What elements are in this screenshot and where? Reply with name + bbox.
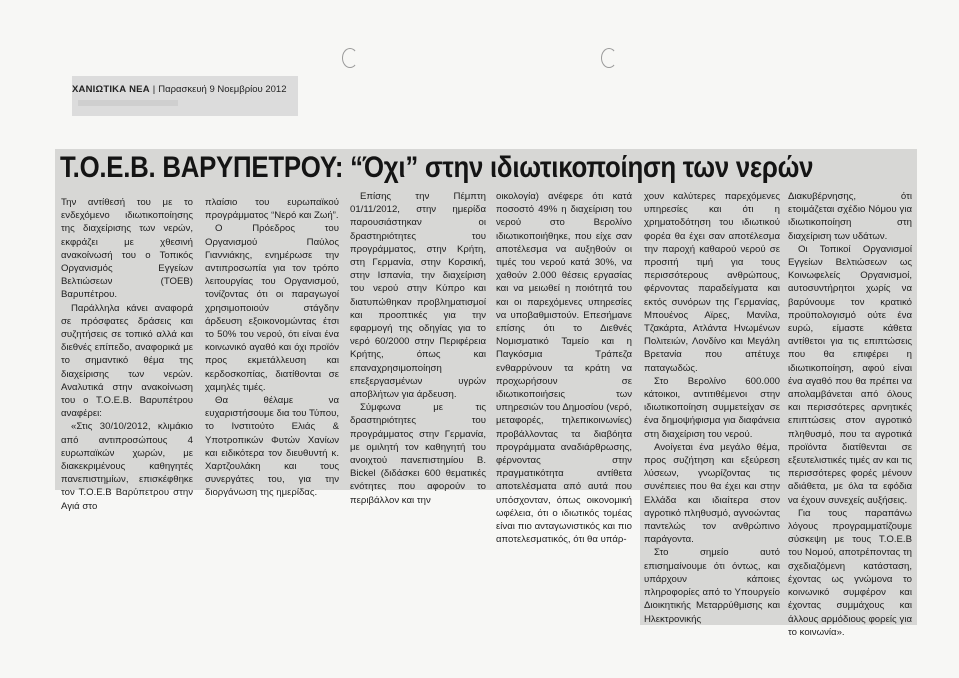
article-headline: Τ.Ο.Ε.Β. ΒΑΡΥΠΕΤΡΟΥ: “Όχι” στην ιδιωτικοποίηση των νερών [60,151,814,184]
paragraph: Διακυβέρνησης, ότι ετοιμάζεται σχέδιο Νόμου για ιδιωτικοποίηση στη διαχείριση των υδάτων. [788,191,912,242]
article-column-2 [205,196,339,499]
article-column-4 [496,190,632,546]
paragraph: χουν καλύτερες παρεχόμενες υπηρεσίες και ότι η χρηματοδότηση του ιδιωτικού φορέα θα έχει σαν αποτέλεσμα την παροχή καθαρού νερού σε προσιτή τιμή για τους περισσότερους ανθρώπους, φέρνοντας παραδείγματα και εκτός συνόρων της Γερμανίας, Μπουένος Αϊρες, Μανίλα, Τζακάρτα, Ατλάντα Ηνωμένων Πολιτειών, Λονδίνο και Μεγάλη Βρετανία που απέτυχε παταγωδώς. [644,191,780,374]
article-column-1 [61,196,193,512]
paragraph: Οι Τοπικοί Οργανισμοί Εγγείων Βελτιώσεων ως Κοινωφελείς Οργανισμοί, αυτοσυντήρητοι χωρίς να βαρύνουμε τον κρατικό προϋπολογισμό ούτε ένα ευρώ, είμαστε κάθετα αντίθετοι για τις επιπτώσεις που θα επιφέρει η ιδιωτικοποίηση, αφού είναι ένα αγαθό που θα πρέπει να απολαμβάνεται από όλους και περισσότερες αρνητικές επιπτώσεις στον αγροτικό πληθυσμό, που τα αγροτικά προϊόντα διατίθενται σε εξευτελιστικές τιμές αν και τις περισσότερες φορές μένουν αδιάθετα, με όλα τα εφόδια να έχουν συνεχείς αυξήσεις. [788,243,912,506]
masthead-line: ΧΑΝΙΩΤΙΚΑ ΝΕΑ | Παρασκευή 9 Νοεμβρίου 2012 [72,84,287,95]
paragraph: Για τους παραπάνω λόγους προγραμματίζουμε σύσκεψη με τους Τ.Ο.Ε.Β του Νομού, αποτρέποντας τη σχεδιαζόμενη κατάσταση, έχοντας ως γνώμονα το κοινωνικό συμφέρον και έχοντας συμμάχους και άλλους αρμόδιους φορείς για το κοινωνία». [788,507,912,638]
newspaper-name: ΧΑΝΙΩΤΙΚΑ ΝΕΑ [72,84,150,95]
issue-date: Παρασκευή 9 Νοεμβρίου 2012 [158,84,287,95]
paragraph: Επίσης την Πέμπτη 01/11/2012, στην ημερίδα παρουσιάστηκαν οι δραστηριότητες του προγράμματος, στην Κρήτη, στη Γερμανία, στην Κορσική, στην Ισπανία, την διαχείριση του νερού στην Κύπρο και διατυπώθηκαν προβληματισμοί και προοπτικές για την εφαρμογή της οδηγίας για το νερό 60/2000 στην Περιφέρεια Κρήτης, όπως και επαναχρησιμοποίηση επεξεργασμένων υγρών αποβλήτων για άρδευση. [350,191,486,401]
masthead [72,76,298,116]
article-column-5 [644,190,780,625]
punch-hole-icon [342,48,358,68]
article-column-3 [350,190,486,506]
paragraph: Στο Βερολίνο 600.000 κάτοικοι, αντιτιθέμενοι στην ιδιωτικοποίηση συμμετείχαν σε ένα δημοψήφισμα για διαφάνεια στη διαχείριση του νερού. [644,375,780,440]
paragraph: οικολογία) ανέφερε ότι κατά ποσοστό 49% η διαχείριση του νερού στο Βερολίνο ιδιωτικοποιήθηκε, που είχε σαν αποτέλεσμα να αυξηθούν οι τιμές του νερού κατά 30%, να χαθούν 2.000 θέσεις εργασίας και να μειωθεί η ποιότητά του και οι παρεχόμενες υπηρεσίες να υποβαθμιστούν. Επεσήμανε επίσης ότι το Διεθνές Νομισματικό Ταμείο και η Παγκόσμια Τράπεζα ενθαρρύνουν τα κράτη να προχωρήσουν σε ιδιωτικοποιήσεις των υπηρεσιών του Δημοσίου (νερό, μεταφορές, τηλεπικοινωνίες) προβάλλοντας τα διαβόητα προγράμματα αναδιάρθρωσης, φέρνοντας στην πραγματικότητα αντίθετα αποτελέσματα από αυτά που υπόσχονταν, όπως οικονομική ωφέλεια, ότι ο ιδιωτικός τομέας είναι πιο ανταγωνιστικός και πιο αποτελεσματικός, ότι θα υπάρ- [496,191,632,546]
article-column-6 [788,190,912,638]
paragraph: Σύμφωνα με τις δραστηριότητες του προγράμματος στην Γερμανία, με ομιλητή τον καθηγητή του ανοιχτού πανεπιστημίου B. Bickel (διδάσκει 600 θεματικές ενότητες που αφορούν το περιβάλλον και την [350,402,486,506]
punch-hole-icon [601,48,617,68]
faded-text-strip [78,100,178,106]
paragraph: «Στις 30/10/2012, κλιμάκιο από αντιπροσώπους 4 ευρωπαϊκών χωρών, με διακεκριμένους καθηγητές πανεπιστημίων, επισκέφθηκε τον Τ.Ο.Ε.Β Βαρύπετρου στην Αγιά στο [61,421,193,512]
paragraph: Παράλληλα κάνει αναφορά σε πρόσφατες δράσεις και συζητήσεις σε τοπικό αλλά και διεθνές επίπεδο, αναφορικά με το σημαντικό θέμα της διαχείρισης των νερών. Αναλυτικά στην ανακοίνωση του ο Τ.Ο.Ε.Β. Βαρυπέτρου αναφέρει: [61,302,193,420]
paragraph: Ανοίγεται ένα μεγάλο θέμα, προς συζήτηση και εξεύρεση λύσεων, γνωρίζοντας τις συνέπειες που θα έχει και στην Ελλάδα και ιδιαίτερα στον αγροτικό πληθυσμό, αγνοώντας παντελώς τον ανθρώπινο παράγοντα. [644,441,780,546]
paragraph: πλαίσιο του ευρωπαϊκού προγράμματος “Νερό και Ζωή”. [205,197,339,222]
paragraph: Την αντίθεσή του με το ενδεχόμενο ιδιωτικοποίησης της διαχείρισης των νερών, εκφράζει με χθεσινή ανακοίνωσή του ο Τοπικός Οργανισμός Εγγείων Βελτιώσεων (ΤΟΕΒ) Βαρυπέτρου. [61,197,193,301]
paragraph: Ο Πρόεδρος του Οργανισμού Παύλος Γιαννιάκης, ενημέρωσε την αντιπροσωπία για τον τρόπο λειτουργίας του Οργανισμού, τονίζοντας ότι οι παραγωγοί χρησιμοποιούν στάγδην άρδευση εξοικονομώντας έτσι το 50% του νερού, ότι είναι ένα κοινωνικό αγαθό και όχι προϊόν προς εκμετάλλευση και κερδοσκοπίας, διατίθονται σε χαμηλές τιμές. [205,223,339,393]
paragraph: Στο σημείο αυτό επισημαίνουμε ότι όντως, και υπάρχουν κάποιες πληροφορίες από το Υπουργείο Διοικητικής Μεταρρύθμισης και Ηλεκτρονικής [644,547,780,625]
paragraph: Θα θέλαμε να ευχαριστήσουμε δια του Τύπου, το Ινστιτούτο Ελιάς & Υποτροπικών Φυτών Χανίων και ειδικότερα τον διευθυντή κ. Χαρτζουλάκη και τους συνεργάτες του, για την διοργάνωση της ημερίδας. [205,395,339,499]
